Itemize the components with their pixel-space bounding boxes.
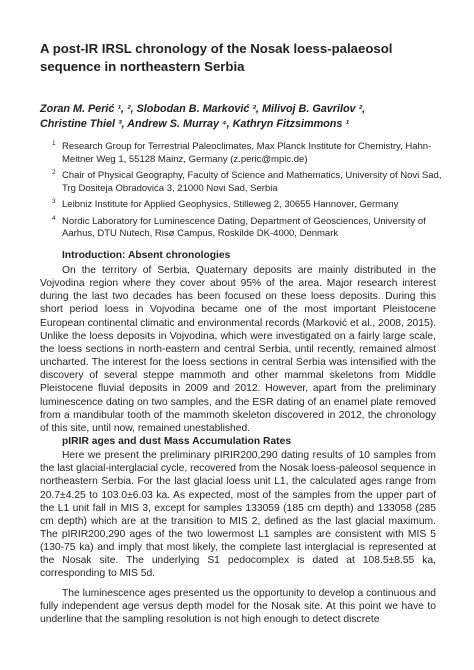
model-paragraph: The luminescence ages presented us the opportunity to develop a continuous and fully independent age versus depth model for the Nosak site. At this point we have to underline that the sampling resolution is not high enough to detect discrete <box>40 587 436 625</box>
affiliation-number: 3 <box>52 198 56 205</box>
affiliation <box>52 170 442 195</box>
affiliation-number: 1 <box>52 140 56 147</box>
affiliation <box>52 216 442 241</box>
author-line: Christine Thiel ³, Andrew S. Murray ⁴, Kathryn Fitzsimmons ¹ <box>40 118 349 130</box>
article-body <box>40 249 436 626</box>
introduction-paragraph: On the territory of Serbia, Quaternary deposits are mainly distributed in the Vojvodina region where they cover about 95% of the area. Major research interest during the last two decades has been focused on these loess deposits. During this short period loess in Vojvodina became one of the most important Pleistocene European continental climatic and environmental records (Marković et al., 2008, 2015). Unlike the loess deposits in Vojvodina, which were investigated on a fairly large scale, the loess sections in north-eastern and central Serbia, until recently, remained almost uncharted. The interest for the loess sections in central Serbia was intensified with the discovery of several steppe mammoth and other mammal skeletons from Middle Pleistocene fluvial deposits in 2009 and 2012. However, apart from the preliminary luminescence dating on two samples, and the ESR dating of an enamel plate removed from a mandibular tooth of the mammoth skeleton discovered in 2012, the chronology of this site, until now, remained unestablished. <box>40 265 436 434</box>
affiliation <box>52 199 442 212</box>
affiliation-text: Nordic Laboratory for Luminescence Dating, Department of Geosciences, University of Aarhus, DTU Nutech, Risø Campus, Roskilde DK-4000, Denmark <box>62 215 426 239</box>
section-heading-pirir-ages: pIRIR ages and dust Mass Accumulation Rates <box>62 436 292 448</box>
affiliation-list <box>52 141 442 245</box>
paper-title: A post-IR IRSL chronology of the Nosak loess-palaeosol sequence in northeastern Serbia <box>40 41 393 74</box>
author-list <box>40 102 440 132</box>
affiliation-number: 4 <box>52 214 56 222</box>
section-heading-introduction: Introduction: Absent chronologies <box>62 250 231 261</box>
results-paragraph: Here we present the preliminary pIRIR200,290 dating results of 10 samples from the last glacial-interglacial cycle, recovered from the Nosak loess-paleosol sequence in northeastern Serbia. For the last glacial loess unit L1, the calculated ages range from 20.7±4.25 to 103.0±6.03 ka. As expected, most of the samples from the upper part of the L1 unit fall in MIS 3, except for samples 133059 (185 cm depth) and 133058 (285 cm depth) which are at the transition to MIS 2, defined as the last glacial maximum. The pIRIR200,290 ages of the two lowermost L1 samples are consistent with MIS 5 (130-75 ka) and imply that most likely, the complete last interglacial is represented at the Nosak site. The underlying S1 pedocomplex is dated at 108.5±8.55 ka, corresponding to MIS 5d. <box>40 450 436 580</box>
affiliation-text: Research Group for Terrestrial Paleoclimates, Max Planck Institute for Chemistry, Hahn-Meitner Weg 1, 55128 Mainz, Germany (z.peric@mpic.de) <box>62 141 432 165</box>
affiliation-text: Leibniz Institute for Applied Geophysics, Stilleweg 2, 30655 Hannover, Germany <box>62 199 399 210</box>
affiliation-text: Chair of Physical Geography, Faculty of Science and Mathematics, University of Novi Sad, Trg Dositeja Obradovića 3, 21000 Novi Sad, Serbia <box>62 170 442 194</box>
affiliation <box>52 141 442 166</box>
affiliation-number: 2 <box>52 169 56 176</box>
author-line: Zoran M. Perić ¹, ², Slobodan B. Marković ², Milivoj B. Gavrilov ², <box>40 103 366 115</box>
